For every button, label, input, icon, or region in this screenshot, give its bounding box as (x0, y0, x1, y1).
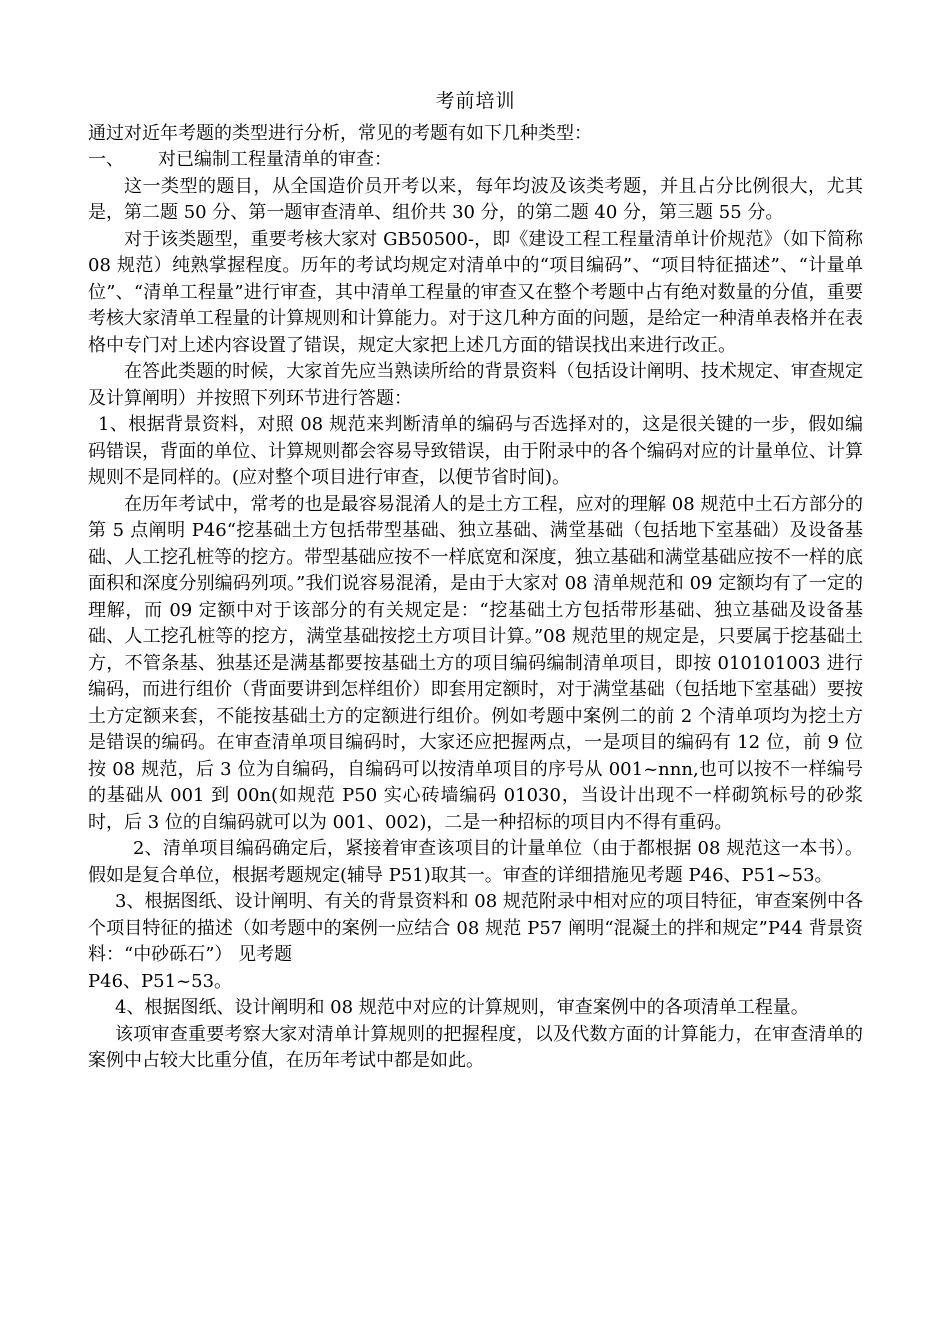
paragraph-2: 对于该类题型，重要考核大家对 GB50500-，即《建设工程工程量清单计价规范》（如下简称 08 规范）纯熟掌握程度。历年的考试均规定对清单中的“项目编码”、“项目特征描述”、“计量单位”、“清单工程量”进行审查，其中清单工程量的审查又在整个考题中占有绝对数量的分值，重要考核大家清单工程量的计算规则和计算能力。对于这几种方面的问题，是给定一种清单表格并在表格中专门对上述内容设置了错误，规定大家把上述几方面的错误找出来进行改正。 (88, 228, 863, 356)
intro-paragraph: 通过对近年考题的类型进行分析，常见的考题有如下几种类型： (88, 122, 592, 144)
paragraph-4: 在历年考试中，常考的也是最容易混淆人的是土方工程，应对的理解 08 规范中土石方部分的第 5 点阐明 P46“挖基础土方包括带型基础、独立基础、满堂基础（包括地下室基础）及设备基础、人工挖孔桩等的挖方。带型基础应按不一样底宽和深度，独立基础和满堂基础应按不一样的底面积和深度分别编码列项。”我们说容易混淆，是由于大家对 08 清单规范和 09 定额均有了一定的理解，而 09 定额中对于该部分的有关规定是：“挖基础土方包括带形基础、独立基础及设备基础、人工挖孔桩等的挖方，满堂基础按挖土方项目计算。”08 规范里的规定是，只要属于挖基础土方，不管条基、独基还是满基都要按基础土方的项目编码编制清单项目，即按 010101003 进行编码，而进行组价（背面要讲到怎样组价）即套用定额时，对于满堂基础（包括地下室基础）要按土方定额来套，不能按基础土方的定额进行组价。例如考题中案例二的前 2 个清单项均为挖土方是错误的编码。在审查清单项目编码时，大家还应把握两点，一是项目的编码有 12 位，前 9 位按 08 规范，后 3 位为自编码，自编码可以按清单项目的序号从 001~nnn,也可以按不一样编号的基础从 001 到 00n(如规范 P50 实心砖墙编码 01030，当设计出现不一样砌筑标号的砂浆时，后 3 位的自编码就可以为 001、002)，二是一种招标的项目内不得有重码。 (88, 493, 863, 833)
document-title: 考前培训 (435, 90, 516, 112)
paragraph-1: 这一类型的题目，从全国造价员开考以来，每年均波及该类考题，并且占分比例很大，尤其是，第二题 50 分、第一题审查清单、组价共 30 分，的第二题 40 分，第三题 55 分。 (88, 175, 863, 223)
paragraph-step-2: 2、清单项目编码确定后，紧接着审查该项目的计量单位（由于都根据 08 规范这一本书）。假如是复合单位，根据考题规定(辅导 P51)取其一。审查的详细措施见考题 P46、P51~53。 (88, 838, 863, 886)
heading-number: 一、 (88, 149, 124, 170)
heading-text: 对已编制工程量清单的审查： (158, 149, 392, 170)
section-heading-1 (88, 147, 863, 174)
paragraph-5: 该项审查重要考察大家对清单计算规则的把握程度，以及代数方面的计算能力，在审查清单的案例中占较大比重分值，在历年考试中都是如此。 (88, 1023, 863, 1071)
paragraph-step-3-cont: P46、P51~53。 (88, 970, 233, 992)
document-page (88, 88, 863, 1075)
paragraph-step-4: 4、根据图纸、设计阐明和 08 规范中对应的计算规则，审查案例中的各项清单工程量。 (115, 997, 809, 1018)
paragraph-step-1: 1、根据背景资料，对照 08 规范来判断清单的编码与否选择对的，这是很关键的一步，假如编码错误，背面的单位、计算规则都会容易导致错误，由于附录中的各个编码对应的计量单位、计算规则不是同样的。(应对整个项目进行审查，以便节省时间)。 (88, 414, 863, 488)
paragraph-3: 在答此类题的时候，大家首先应当熟读所给的背景资料（包括设计阐明、技术规定、审查规定及计算阐明）并按照下列环节进行答题： (88, 361, 863, 409)
paragraph-step-3: 3、根据图纸、设计阐明、有关的背景资料和 08 规范附录中相对应的项目特征，审查案例中各个项目特征的描述（如考题中的案例一应结合 08 规范 P57 阐明“混凝土的拌和规定”P44 背景资料：“中砂砾石”） 见考题 (88, 891, 863, 965)
